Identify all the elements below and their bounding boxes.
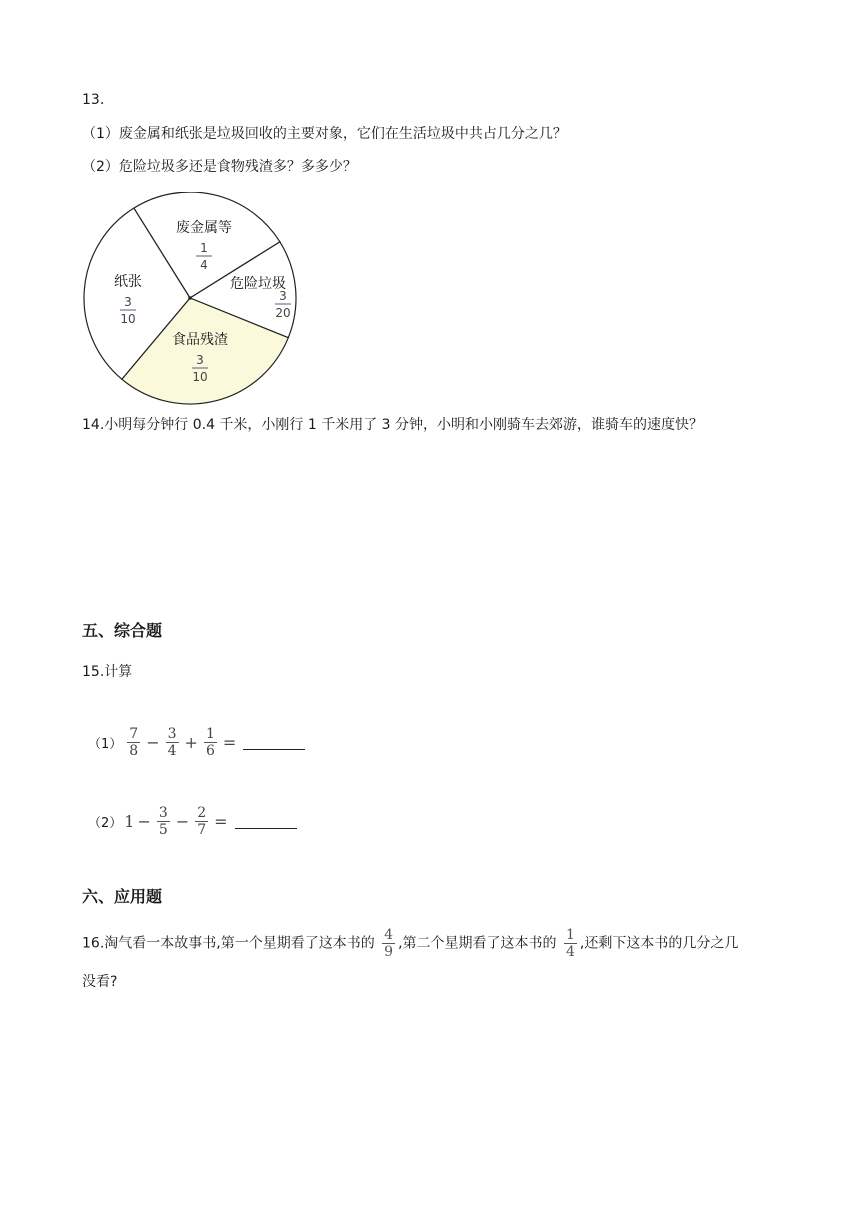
pie-slice-numerator: 1 — [200, 241, 208, 255]
expression-1 — [88, 727, 305, 758]
fraction: $\frac{2}{7}$ — [197, 805, 207, 838]
question-13-part-1: （1）废金属和纸张是垃圾回收的主要对象，它们在生活垃圾中共占几分之几？ — [82, 126, 567, 142]
fraction: $\frac{1}{4}$ — [566, 927, 575, 960]
answer-blank-2[interactable] — [235, 814, 297, 829]
pie-slice-denominator: 4 — [200, 258, 208, 272]
pie-slice-numerator: 3 — [124, 295, 132, 309]
pie-slice-label: 食品残渣 — [172, 332, 228, 348]
operator: − — [175, 812, 190, 831]
operator: + — [184, 733, 198, 752]
question-15-title: 15.计算 — [82, 664, 133, 680]
fraction: $\frac{3}{4}$ — [167, 726, 177, 759]
expression-1-label: （1） — [88, 737, 123, 752]
garbage-pie-chart — [78, 192, 302, 408]
question-13-number: 13. — [82, 92, 105, 108]
pie-slice-denominator: 10 — [120, 312, 136, 326]
pie-slice-label: 危险垃圾 — [230, 276, 286, 292]
question-16-text-b: ,第二个星期看了这本书的 — [398, 935, 557, 952]
fraction: $\frac{1}{6}$ — [205, 726, 215, 759]
fraction: $\frac{3}{5}$ — [158, 805, 168, 838]
question-14-text: 14.小明每分钟行 0.4 千米，小刚行 1 千米用了 3 分钟，小明和小刚骑车去郊游，谁骑车的速度快？ — [82, 417, 704, 433]
operator: − — [137, 812, 151, 831]
expression-2 — [88, 806, 297, 837]
question-16 — [82, 927, 782, 990]
pie-slice-label: 废金属等 — [176, 220, 232, 236]
pie-slice-label: 纸张 — [114, 274, 142, 290]
pie-center-dot — [188, 296, 192, 300]
section-6-title: 六、应用题 — [82, 887, 163, 906]
question-16-text-d: 没看? — [82, 974, 118, 990]
question-16-text-a: 16.淘气看一本故事书,第一个星期看了这本书的 — [82, 935, 375, 952]
equals-sign: = — [222, 733, 237, 752]
pie-slice-denominator: 20 — [275, 306, 291, 320]
pie-slice-numerator: 3 — [196, 353, 204, 367]
operator: − — [146, 733, 160, 752]
fraction: $\frac{4}{9}$ — [384, 927, 394, 960]
section-5-title: 五、综合题 — [82, 621, 163, 640]
fraction: $\frac{7}{8}$ — [129, 726, 139, 759]
question-13-part-2: （2）危险垃圾多还是食物残渣多？多多少？ — [82, 159, 357, 175]
expression-2-label: （2） — [88, 816, 123, 831]
equals-sign: = — [214, 812, 228, 831]
question-16-text-c: ,还剩下这本书的几分之几 — [579, 935, 739, 952]
pie-slice-numerator: 3 — [279, 289, 287, 303]
leading-number: 1 — [124, 812, 135, 831]
answer-blank-1[interactable] — [243, 735, 305, 750]
pie-slice-denominator: 10 — [192, 370, 208, 384]
